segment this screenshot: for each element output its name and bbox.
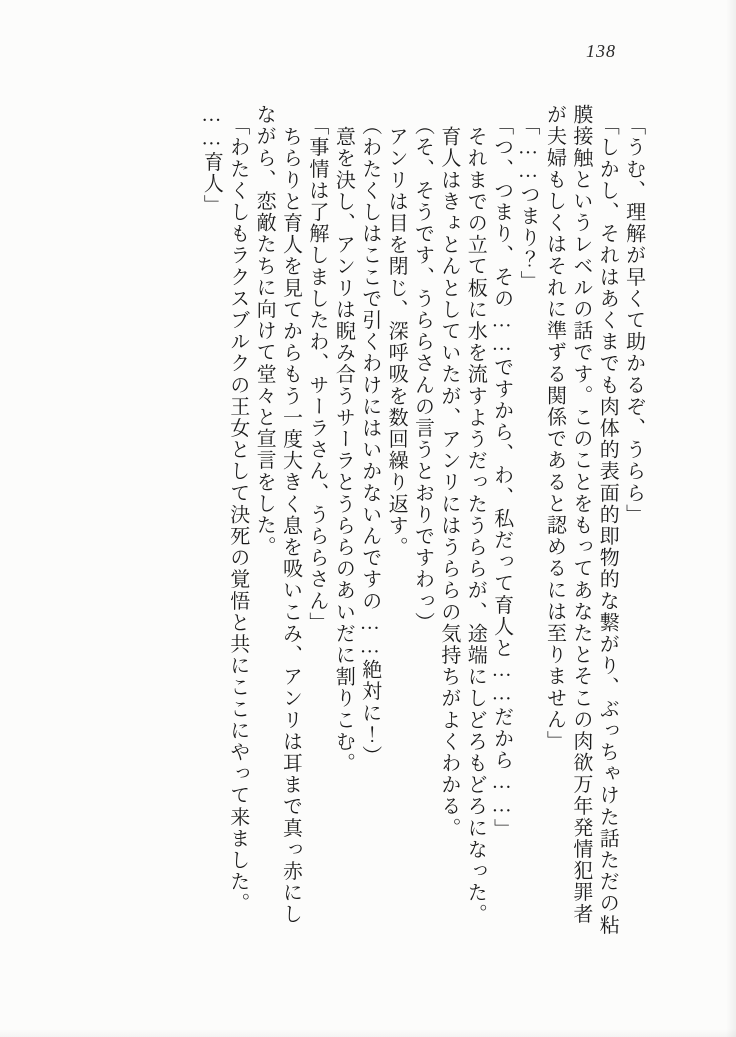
text-line: が夫婦もしくはそれに準ずる関係であると認めるには至りません」 bbox=[543, 104, 566, 752]
text-line: ……育人」 bbox=[200, 104, 223, 216]
text-line: 膜接触というレベルの話です。このことをもってあなたとそこの肉欲万年発情犯罪者 bbox=[569, 104, 592, 925]
vertical-text-block bbox=[195, 104, 650, 970]
text-line: 「……つまり？」 bbox=[517, 115, 540, 292]
text-line: 「うむ、理解が早くて助かるぞ、うらら」 bbox=[622, 115, 645, 526]
page-edge-shadow bbox=[726, 0, 736, 1037]
text-line: ながら、恋敵たちに向けて堂々と宣言をした。 bbox=[253, 104, 276, 558]
text-line: 「わたくしもラクスブルクの王女として決死の覚悟と共にここにやって来ました。 bbox=[226, 115, 249, 915]
text-line: 「つ、つまり、その……ですから、わ、私だって育人と……だから……」 bbox=[490, 115, 513, 840]
page-bottom-shadow bbox=[0, 1029, 736, 1037]
text-line: 「しかし、それはあくまでも肉体的表面的即物的な繋がり、ぶっちゃけた話ただの粘 bbox=[596, 115, 619, 936]
text-line: ちらりと育人を見てからもう一度大きく息を吸いこみ、アンリは耳まで真っ赤にし bbox=[279, 126, 302, 926]
text-line: アンリは目を閉じ、深呼吸を数回繰り返す。 bbox=[385, 126, 408, 558]
text-line: （わたくしはここで引くわけにはいかないんですの……絶対に！） bbox=[358, 115, 381, 767]
text-line: （そ、そうです、うららさんの言うとおりですわっ） bbox=[411, 115, 434, 634]
text-line: それまでの立て板に水を流すようだったうららが、途端にしどろもどろになった。 bbox=[464, 126, 487, 926]
text-line: 育人はきょとんとしていたが、アンリにはうららの気持ちがよくわかる。 bbox=[437, 126, 460, 839]
text-line: 意を決し、アンリは睨み合うサーラとうららのあいだに割りこむ。 bbox=[332, 126, 355, 774]
text-line: 「事情は了解しましたわ、サーラさん、うららさん」 bbox=[305, 115, 328, 634]
page-number: 138 bbox=[586, 41, 616, 61]
